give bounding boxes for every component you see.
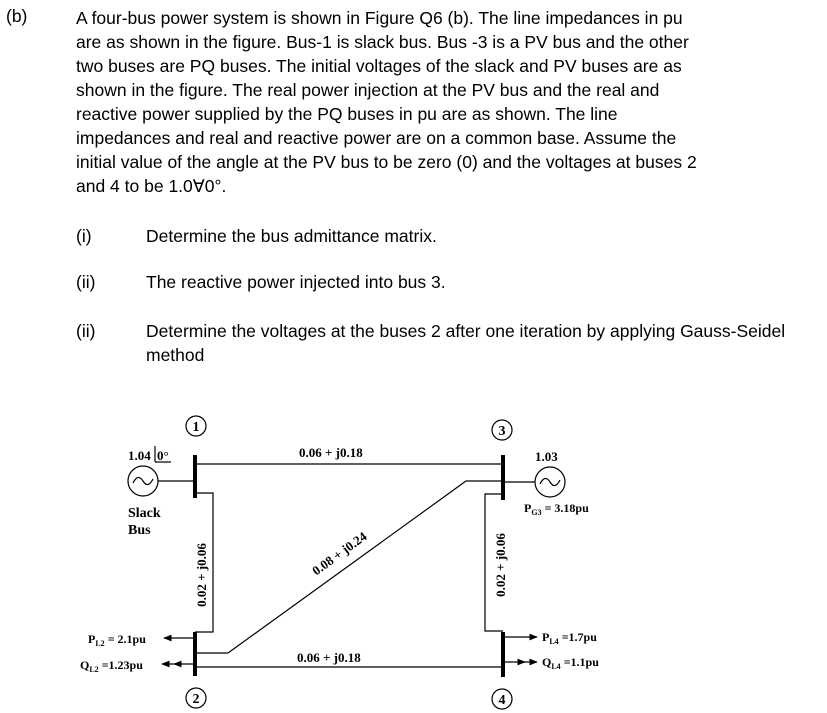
paragraph-line: initial value of the angle at the PV bus to be zero (0) and the voltages at buses 2 <box>76 152 697 172</box>
pv-voltage-magnitude: 1.03 <box>535 449 558 464</box>
ql2-label: $Q_{L2} =1.23pu$ <box>80 658 143 674</box>
pl2-label: $P_{L2} = 2.1pu$ <box>88 632 146 648</box>
impedance-1-3: 0.06 + j0.18 <box>299 445 363 460</box>
paragraph-line: reactive power supplied by the PQ buses in pu are as shown. The line <box>76 104 618 124</box>
impedance-2-3: 0.08 + j0.24 <box>309 528 370 579</box>
part-number: (ii) <box>76 321 96 341</box>
paragraph-line: two buses are PQ buses. The initial voltages of the slack and PV buses are as <box>76 56 682 76</box>
line-2-3 <box>195 481 503 653</box>
paragraph-line: and 4 to be 1.0∀0°. <box>76 176 227 196</box>
bus-2-number: 2 <box>192 692 200 707</box>
bus-4-number: 4 <box>498 693 506 708</box>
slack-voltage-magnitude: 1.04 <box>128 448 151 463</box>
part-text: Determine the bus admittance matrix. <box>146 226 437 246</box>
slack-voltage-angle: 0° <box>157 448 169 463</box>
question-label: (b) <box>6 6 28 26</box>
paragraph-line: shown in the figure. The real power injection at the PV bus and the real and <box>76 80 660 100</box>
slack-bus-label: Bus <box>128 523 151 538</box>
part-number: (ii) <box>76 272 96 292</box>
bus-1-number: 1 <box>192 420 200 435</box>
ql4-label: $Q_{L4} =1.1pu$ <box>542 655 599 671</box>
part-number: (i) <box>76 226 92 246</box>
paragraph-line: impedances and real and reactive power are on a common base. Assume the <box>76 128 677 148</box>
part-text: Determine the voltages at the buses 2 after one iteration by applying Gauss-Seidel method <box>146 321 786 365</box>
paragraph-line: A four-bus power system is shown in Figure Q6 (b). The line impedances in pu <box>76 8 683 28</box>
part-text: The reactive power injected into bus 3. <box>146 272 446 292</box>
impedance-3-4: 0.02 + j0.06 <box>493 533 508 597</box>
slack-bus-label: Slack <box>128 506 161 521</box>
impedance-2-4: 0.06 + j0.18 <box>297 650 361 665</box>
impedance-1-2: 0.02 + j0.06 <box>194 543 209 607</box>
paragraph-line: are as shown in the figure. Bus-1 is slack bus. Bus -3 is a PV bus and the other <box>76 32 689 52</box>
pg3-label: $P_{G3} = 3.18pu$ <box>524 501 589 517</box>
pl4-label: $P_{L4} =1.7pu$ <box>542 630 597 646</box>
bus-3-number: 3 <box>498 424 506 439</box>
